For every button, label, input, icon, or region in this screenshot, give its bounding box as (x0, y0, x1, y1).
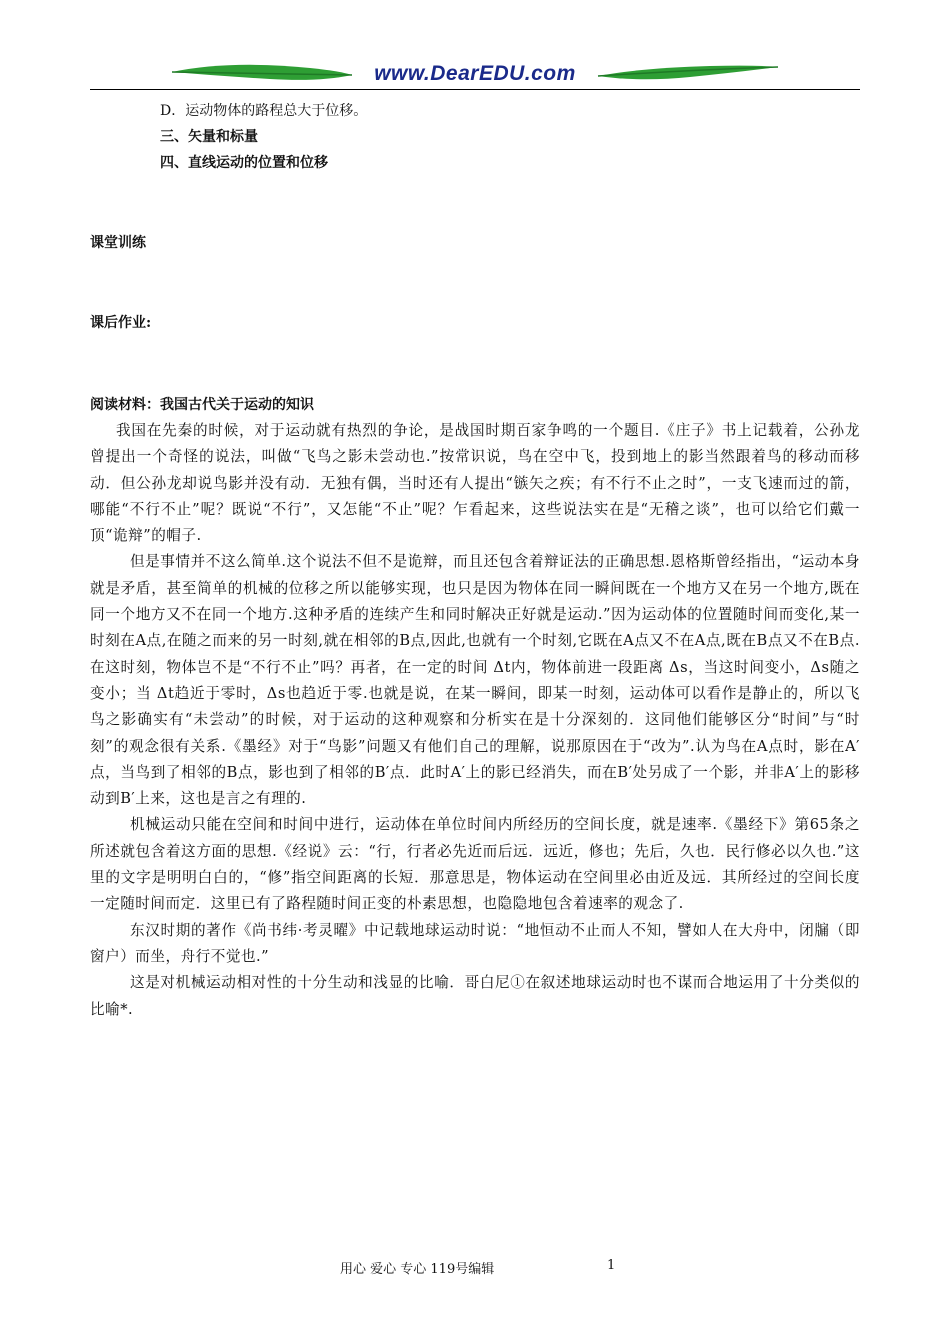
paragraph-3: 机械运动只能在空间和时间中进行，运动体在单位时间内所经历的空间长度，就是速率.《墨经下》第65条之所述就包含着这方面的思想.《经说》云：“行，行者必先近而后远．远近，修也；先后，久也．民行修必以久也.”这里的文字是明明白白的，“修”指空间距离的长短．那意思是，物体运动在空间里必由近及远．其所经过的空间长度一定随时间而定．这里已有了路程随时间正变的朴素思想，也隐隐地包含着速率的观念了. (90, 816, 860, 913)
spacer (90, 176, 860, 230)
paragraph-1: 我国在先秦的时候，对于运动就有热烈的争论，是战国时期百家争鸣的一个题目.《庄子》书上记载着，公孙龙曾提出一个奇怪的说法，叫做“飞鸟之影未尝动也.”按常识说，鸟在空中飞，投到地上的影当然跟着鸟的移动而移动．但公孙龙却说鸟影并没有动．无独有偶，当时还有人提出“镞矢之疾；有不行不止之时”，一支飞速而过的箭，哪能“不行不止”呢？既说“不行”，又怎能“不止”呢？乍看起来，这些说法实在是“无稽之谈”，也可以给它们戴一顶“诡辩”的帽子. (90, 422, 860, 545)
footer-editor-note: 用心 爱心 专心 119号编辑 (340, 1262, 495, 1277)
header-banner (170, 58, 780, 90)
option-d-line: D．运动物体的路程总大于位移。 (160, 103, 368, 119)
page-number: 1 (607, 1258, 616, 1273)
homework-heading: 课后作业: (90, 315, 152, 331)
reading-material-title: 阅读材料：我国古代关于运动的知识 (90, 397, 314, 413)
paragraph-4: 东汉时期的著作《尚书纬·考灵曜》中记载地球运动时说：“地恒动不止而人不知，譬如人在大舟中，闭牖（即窗户）而坐，舟行不觉也.” (90, 921, 860, 965)
document-body (90, 98, 860, 1023)
spacer (90, 256, 860, 310)
paragraph-2: 但是事情并不这么简单.这个说法不但不是诡辩，而且还包含着辩证法的正确思想.恩格斯曾经指出，“运动本身就是矛盾，甚至简单的机械的位移之所以能够实现，也只是因为物体在同一瞬间既在一个地方又在另一个地方,既在同一个地方又不在同一个地方.这种矛盾的连续产生和同时解决正好就是运动.”因为运动体的位置随时间而变化,某一时刻在A点,在随之而来的另一时刻,就在相邻的B点,因此,也就有一个时刻,它既在A点又不在A点,既在B点又不在B点.在这时刻，物体岂不是“不行不止”吗？再者，在一定的时间 Δt内，物体前进一段距离 Δs，当这时间变小，Δs随之变小；当 Δt趋近于零时，Δs也趋近于零.也就是说，在某一瞬间，即某一时刻，运动体可以看作是静止的，所以飞鸟之影确实有“未尝动”的时候，对于运动的这种观察和分析实在是十分深刻的．这同他们能够区分“时间”与“时刻”的观念很有关系.《墨经》对于“鸟影”问题又有他们自己的理解，说那原因在于“改为”.认为鸟在A点时，影在A′点，当鸟到了相邻的B点，影也到了相邻的B′点．此时A′上的影已经消失，而在B′处另成了一个影，并非A′上的影移动到B′上来，这也是言之有理的. (90, 553, 860, 808)
section-4-heading: 四、直线运动的位置和位移 (160, 155, 328, 171)
header-divider (90, 89, 860, 90)
classroom-training-heading: 课堂训练 (90, 235, 146, 251)
site-url: www.DearEDU.com (374, 62, 576, 85)
section-3-heading: 三、矢量和标量 (160, 129, 258, 145)
spacer (90, 336, 860, 392)
paragraph-5: 这是对机械运动相对性的十分生动和浅显的比喻．哥白尼①在叙述地球运动时也不谋而合地运用了十分类似的比喻*. (90, 974, 860, 1018)
